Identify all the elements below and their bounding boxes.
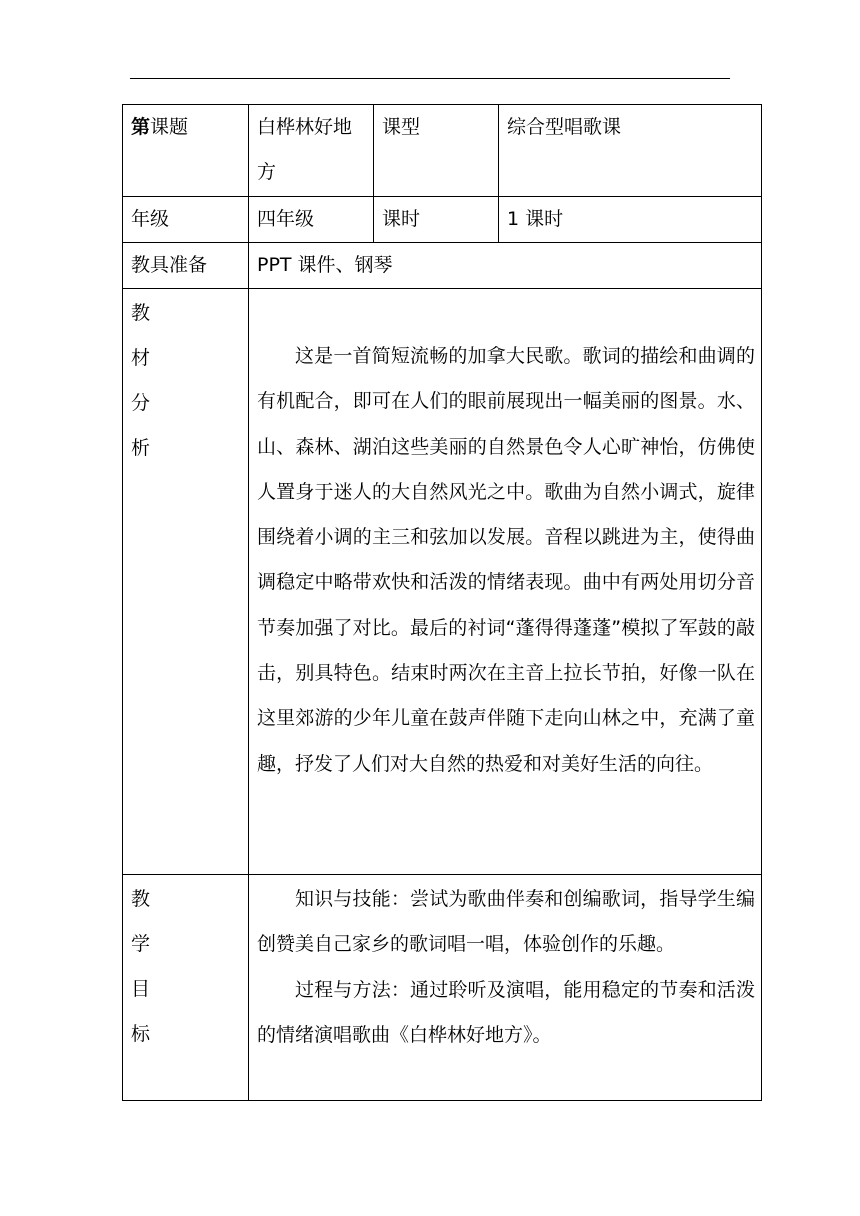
analysis-label-char: 析 [131,437,151,459]
row-title [123,105,762,197]
row-analysis [123,289,762,875]
lesson-plan-table [122,104,762,1101]
hours-value: 1 课时 [499,197,762,243]
analysis-label-char: 分 [131,392,151,414]
analysis-label [123,289,249,875]
title-label-cell [123,105,249,197]
row-grade [123,197,762,243]
goals-label [123,875,249,1101]
grade-value: 四年级 [249,197,374,243]
goals-label-char: 目 [131,978,151,1000]
type-label: 课型 [374,105,499,197]
row-tools [123,243,762,289]
goals-content-cell [249,875,762,1101]
title-label-bold: 第 [131,116,151,138]
tools-value: PPT 课件、钢琴 [249,243,762,289]
hours-label: 课时 [374,197,499,243]
goals-paragraph-2: 过程与方法：通过聆听及演唱，能用稳定的节奏和活泼的情绪演唱歌曲《白桦林好地方》。 [257,978,755,1046]
goals-label-char: 教 [131,888,151,910]
analysis-label-char: 教 [131,302,151,324]
goals-label-char: 学 [131,933,151,955]
lesson-title: 白桦林好地方 [249,105,374,197]
title-label: 课题 [150,116,189,138]
row-goals [123,875,762,1101]
header-rule [130,78,730,79]
goals-label-char: 标 [131,1023,151,1045]
goals-paragraph-1: 知识与技能：尝试为歌曲伴奏和创编歌词，指导学生编创赞美自己家乡的歌词唱一唱，体验创作的乐趣。 [257,888,755,956]
grade-label: 年级 [123,197,249,243]
analysis-text: 这是一首简短流畅的加拿大民歌。歌词的描绘和曲调的有机配合，即可在人们的眼前展现出一幅美丽的图景。水、山、森林、湖泊这些美丽的自然景色令人心旷神怡，仿佛使人置身于迷人的大自然风光之中。歌曲为自然小调式，旋律围绕着小调的主三和弦加以发展。音程以跳进为主，使得曲调稳定中略带欢快和活泼的情绪表现。曲中有两处用切分音节奏加强了对比。最后的衬词“蓬得得蓬蓬”模拟了军鼓的敲击，别具特色。结束时两次在主音上拉长节拍，好像一队在这里郊游的少年儿童在鼓声伴随下走向山林之中，充满了童趣，抒发了人们对大自然的热爱和对美好生活的向往。 [257,345,755,775]
type-value: 综合型唱歌课 [499,105,762,197]
analysis-content-cell [249,289,762,875]
analysis-label-char: 材 [131,347,151,369]
tools-label: 教具准备 [123,243,249,289]
